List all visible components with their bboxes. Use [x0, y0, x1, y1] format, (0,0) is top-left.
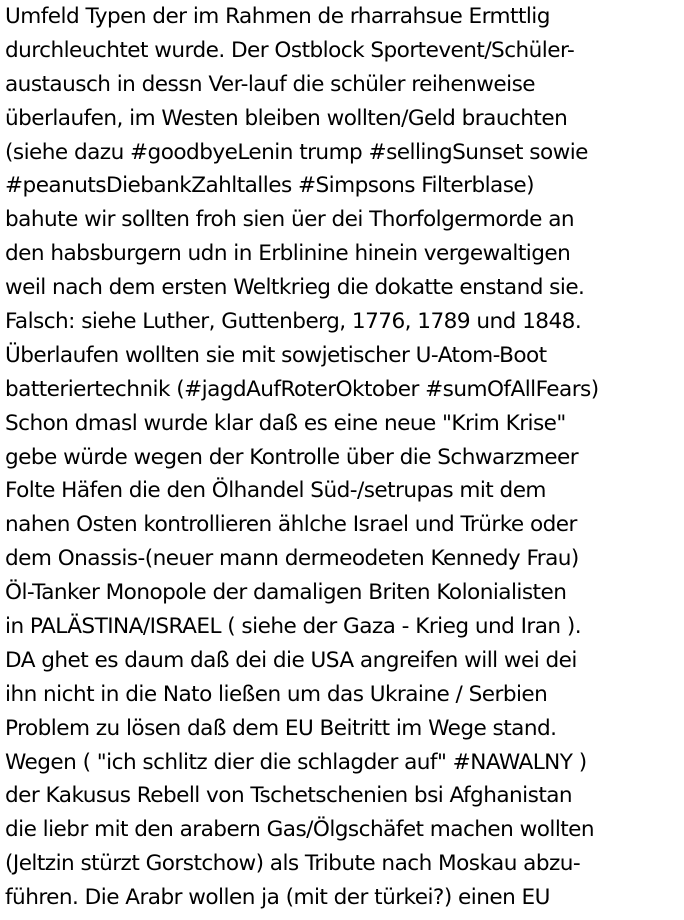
text-line: DA ghet es daum daß dei die USA angreifen will wei dei — [5, 647, 577, 673]
text-line: Überlaufen wollten sie mit sowjetischer U-Atom-Boot — [5, 342, 547, 368]
text-line: Folte Häfen die den Ölhandel Süd-/setrupas mit dem — [5, 478, 546, 504]
text-line: #peanutsDiebankZahltalles #Simpsons Filterblase) — [5, 173, 535, 199]
text-line: (Jeltzin stürzt Gorstchow) als Tribute nach Moskau abzu- — [5, 851, 581, 877]
text-line: Falsch: siehe Luther, Guttenberg, 1776, 1789 und 1848. — [5, 309, 582, 335]
text-line: austausch in dessn Ver-lauf die schüler reihenweise — [5, 71, 536, 97]
text-line: weil nach dem ersten Weltkrieg die dokatte enstand sie. — [5, 275, 585, 301]
text-line: überlaufen, im Westen bleiben wollten/Geld brauchten — [5, 105, 568, 131]
document-page — [5, 0, 684, 920]
text-line: den habsburgern udn in Erblinine hinein vergewaltigen — [5, 241, 571, 267]
text-line: führen. Die Arabr wollen ja (mit der türkei?) einen EU — [5, 885, 550, 911]
text-line: (siehe dazu #goodbyeLenin trump #sellingSunset sowie — [5, 139, 588, 165]
text-line: gebe würde wegen der Kontrolle über die Schwarzmeer — [5, 444, 579, 470]
text-line: die liebr mit den arabern Gas/Ölgschäfet machen wollten — [5, 817, 595, 843]
text-line: ihn nicht in die Nato ließen um das Ukraine / Serbien — [5, 681, 548, 707]
text-line: Umfeld Typen der im Rahmen de rharrahsue Ermttlig — [5, 4, 550, 29]
text-line: in PALÄSTINA/ISRAEL ( siehe der Gaza - Krieg und Iran ). — [5, 614, 582, 640]
text-line: der Kakusus Rebell von Tschetschenien bsi Afghanistan — [5, 783, 573, 809]
text-line: Wegen ( "ich schlitz dier die schlagder auf" #NAWALNY ) — [5, 749, 587, 775]
text-line: durchleuchtet wurde. Der Ostblock Sportevent/Schüler- — [5, 37, 575, 63]
text-line: nahen Osten kontrollieren ählche Israel und Trürke oder — [5, 512, 577, 538]
text-line: bahute wir sollten froh sien üer dei Thorfolgermorde an — [5, 207, 575, 233]
text-line: dem Onassis-(neuer mann dermeodeten Kennedy Frau) — [5, 546, 579, 572]
text-line: Problem zu lösen daß dem EU Beitritt im Wege stand. — [5, 715, 557, 741]
text-line: batteriertechnik (#jagdAufRoterOktober #sumOfAllFears) — [5, 376, 599, 402]
text-line: Schon dmasl wurde klar daß es eine neue "Krim Krise" — [5, 410, 566, 436]
text-line: Öl-Tanker Monopole der damaligen Briten Kolonialisten — [5, 580, 567, 606]
